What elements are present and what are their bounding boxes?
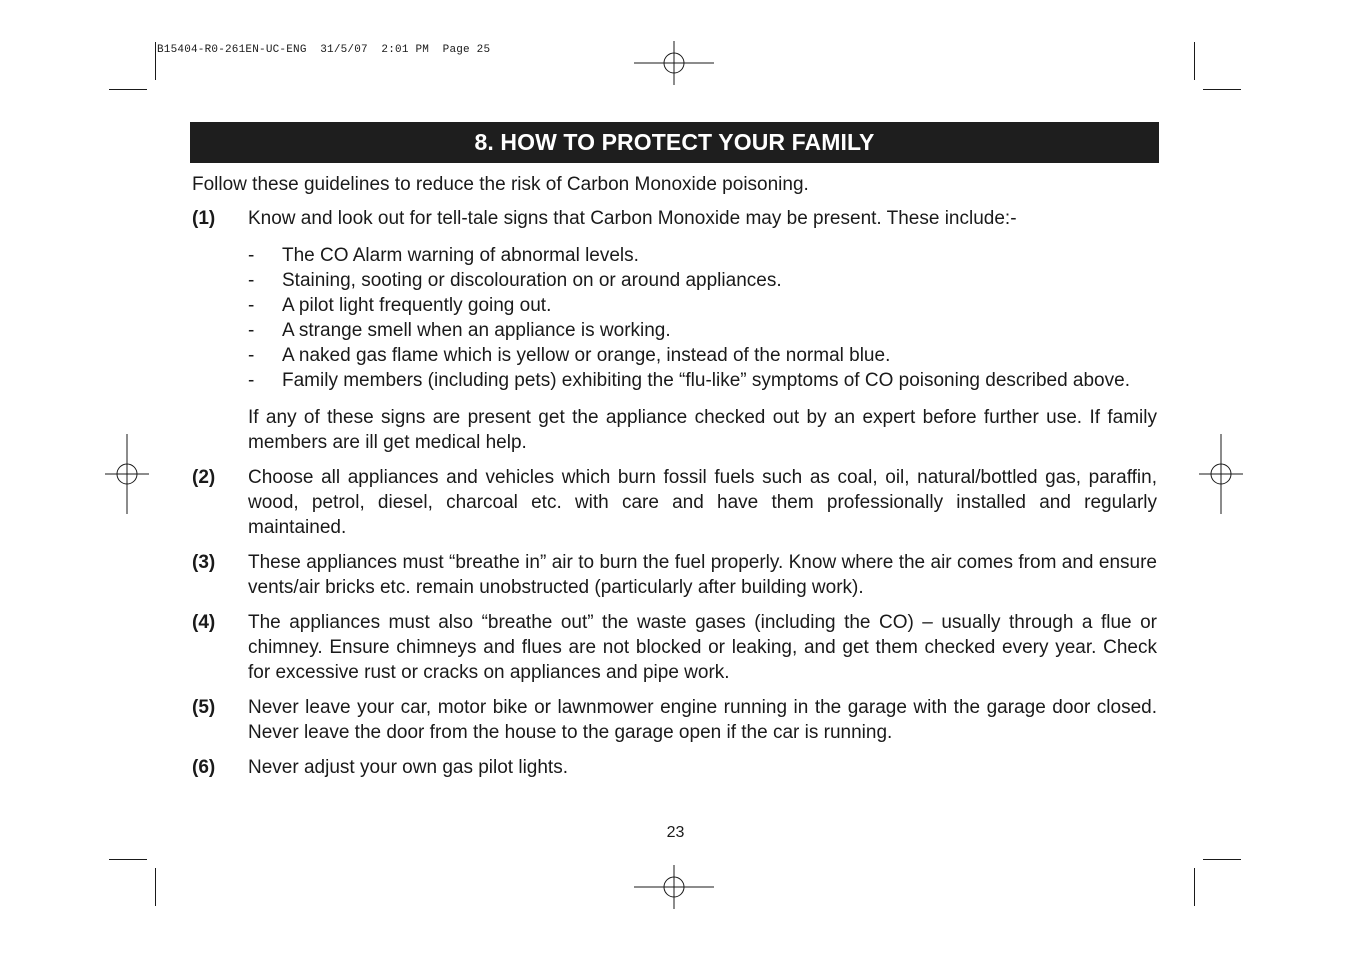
warning-sign-item: - A strange smell when an appliance is working. [248, 320, 671, 341]
guideline-text: Choose all appliances and vehicles which burn fossil fuels such as coal, oil, natural/bottled gas, paraffin, wood, petrol, diesel, charcoal etc. with care and have them professionally installed and regularly maintained. [248, 467, 1157, 538]
list-dash: - [248, 370, 255, 391]
guideline-item-1 [192, 206, 1157, 455]
guideline-item-2 [192, 465, 1157, 540]
registration-mark-bottom-icon [634, 847, 714, 927]
list-dash: - [248, 320, 255, 341]
guideline-text: These appliances must “breathe in” air to burn the fuel properly. Know where the air comes from and ensure vents/air bricks etc. remain unobstructed (particularly after building work). [248, 552, 1157, 598]
guideline-number: (2) [192, 467, 216, 488]
list-dash: - [248, 270, 255, 291]
warning-sign-item: - Staining, sooting or discolouration on or around appliances. [248, 270, 782, 291]
crop-mark-top-left-horizontal [109, 89, 147, 90]
crop-mark-bottom-right-vertical [1194, 868, 1195, 906]
section-title-bar [190, 122, 1159, 163]
guideline-text: Know and look out for tell-tale signs that Carbon Monoxide may be present. These include:- [248, 208, 1017, 229]
print-slug: B15404-R0-261EN-UC-ENG 31/5/07 2:01 PM Page 25 [157, 44, 491, 56]
guideline-number: (3) [192, 552, 216, 573]
guideline-text: Never adjust your own gas pilot lights. [248, 757, 568, 778]
registration-mark-right-icon [1181, 434, 1261, 514]
crop-mark-top-left-vertical [155, 42, 156, 80]
registration-mark-top-icon [634, 23, 714, 103]
guideline-followup-text: If any of these signs are present get the appliance checked out by an expert before further use. If family members are ill get medical help. [248, 407, 1157, 453]
guideline-item-3 [192, 550, 1157, 600]
guideline-number: (6) [192, 757, 216, 778]
crop-mark-top-right-horizontal [1203, 89, 1241, 90]
guideline-number: (1) [192, 208, 216, 229]
warning-sign-item: - A pilot light frequently going out. [248, 295, 552, 316]
list-dash: - [248, 245, 255, 266]
warning-signs-list [248, 243, 1157, 393]
guidelines-content [192, 172, 1157, 790]
guideline-item-6 [192, 755, 1157, 780]
list-dash: - [248, 345, 255, 366]
registration-mark-left-icon [87, 434, 167, 514]
crop-mark-top-right-vertical [1194, 42, 1195, 80]
section-title: 8. HOW TO PROTECT YOUR FAMILY [474, 129, 875, 155]
crop-mark-bottom-left-vertical [155, 868, 156, 906]
crop-mark-bottom-left-horizontal [109, 859, 147, 860]
guideline-number: (5) [192, 697, 216, 718]
warning-sign-item: - A naked gas flame which is yellow or orange, instead of the normal blue. [248, 345, 891, 366]
warning-sign-item: - The CO Alarm warning of abnormal levels. [248, 245, 639, 266]
intro-text: Follow these guidelines to reduce the risk of Carbon Monoxide poisoning. [192, 174, 809, 195]
guideline-item-4 [192, 610, 1157, 685]
guideline-text: The appliances must also “breathe out” the waste gases (including the CO) – usually through a flue or chimney. Ensure chimneys and flues are not blocked or leaking, and get them checked every year. Check for excessive rust or cracks on appliances and pipe work. [248, 612, 1157, 683]
guideline-text: Never leave your car, motor bike or lawnmower engine running in the garage with the garage door closed. Never leave the door from the house to the garage open if the car is running. [248, 697, 1157, 743]
page-number: 23 [666, 824, 685, 841]
guideline-number: (4) [192, 612, 216, 633]
warning-sign-item: - Family members (including pets) exhibiting the “flu-like” symptoms of CO poisoning described above. [248, 370, 1130, 391]
guideline-item-5 [192, 695, 1157, 745]
list-dash: - [248, 295, 255, 316]
crop-mark-bottom-right-horizontal [1203, 859, 1241, 860]
